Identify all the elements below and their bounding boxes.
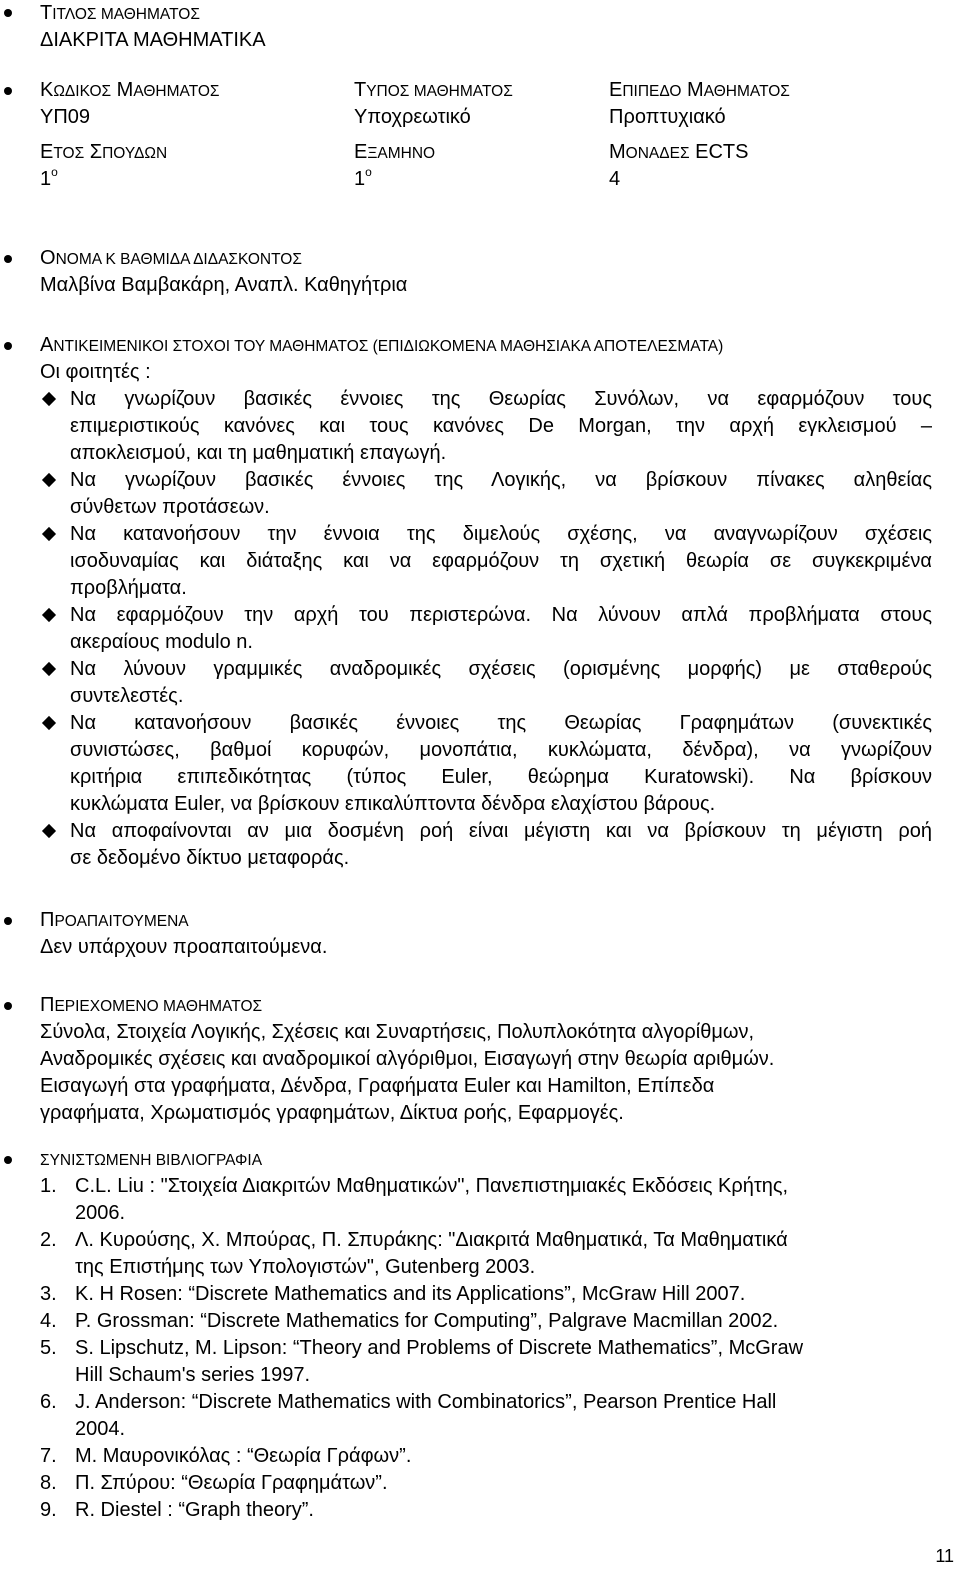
objectives-intro: Οι φοιτητές : bbox=[40, 361, 151, 383]
objective-item bbox=[40, 521, 932, 602]
info-row-2 bbox=[40, 139, 932, 193]
semester bbox=[354, 139, 435, 193]
bibliography-line: S. Lipschutz, M. Lipson: “Theory and Problems of Discrete Mathematics”, McGraw bbox=[75, 1337, 804, 1359]
objective-line: συντελεστές. bbox=[70, 685, 184, 707]
objective-line: Να γνωρίζουν βασικές έννοιες της Θεωρίας Συνόλων, να εφαρμόζουν τους bbox=[70, 388, 932, 410]
bibliography-number: 3. bbox=[40, 1283, 57, 1305]
course-type bbox=[354, 77, 513, 131]
section-content bbox=[40, 992, 932, 1127]
bibliography-item bbox=[40, 1335, 932, 1389]
objective-line: ισοδυναμίας και διάταξης και να εφαρμόζουν τη σχετική θεωρία σε συγκεκριμένα bbox=[70, 550, 932, 572]
diamond-bullet-icon bbox=[42, 473, 56, 487]
bibliography-item bbox=[40, 1308, 932, 1335]
objective-item bbox=[40, 710, 932, 818]
objective-line: Να λύνουν γραμμικές αναδρομικές σχέσεις (ορισμένης μορφής) με σταθερούς bbox=[70, 658, 932, 680]
ects-label: ΜΟΝΑΔΕΣ ECTS bbox=[609, 141, 749, 163]
diamond-bullet-icon bbox=[42, 824, 56, 838]
course-code-value: ΥΠ09 bbox=[40, 106, 91, 128]
content-label: ΠΕΡΙΕΧΟΜΕΝΟ ΜΑΘΗΜΑΤΟΣ bbox=[40, 994, 263, 1016]
course-code bbox=[40, 77, 220, 131]
content-line: γραφήματα, Χρωματισμός γραφημάτων, Δίκτυα ροής, Εφαρμογές. bbox=[40, 1102, 624, 1124]
bullet-icon bbox=[4, 255, 12, 263]
objective-line: προβλήματα. bbox=[70, 577, 187, 599]
objective-line: σύνθετων προτάσεων. bbox=[70, 496, 270, 518]
bullet-icon bbox=[4, 917, 12, 925]
bibliography-number: 6. bbox=[40, 1391, 57, 1413]
bibliography-item bbox=[40, 1389, 932, 1443]
section-prerequisites bbox=[40, 907, 932, 961]
objective-line: Να αποφαίνονται αν μια δοσμένη ροή είναι μέγιστη και να βρίσκουν τη μέγιστη ροή bbox=[70, 820, 932, 842]
bibliography-number: 2. bbox=[40, 1229, 57, 1251]
bibliography-line: Π. Σπύρου: “Θεωρία Γραφημάτων”. bbox=[75, 1472, 388, 1494]
course-code-label: ΚΩΔΙΚΟΣ ΜΑΘΗΜΑΤΟΣ bbox=[40, 79, 220, 101]
diamond-bullet-icon bbox=[42, 527, 56, 541]
study-year-value: $1^o$ bbox=[40, 165, 58, 190]
bibliography-item bbox=[40, 1497, 932, 1524]
ects-value: 4 bbox=[609, 168, 621, 190]
bibliography-item bbox=[40, 1173, 932, 1227]
content-line: Σύνολα, Στοιχεία Λογικής, Σχέσεις και Συναρτήσεις, Πολυπλοκότητα αλγορίθμων, bbox=[40, 1021, 755, 1043]
bullet-icon bbox=[4, 87, 12, 95]
bibliography-line: 2004. bbox=[75, 1418, 126, 1440]
bibliography-item bbox=[40, 1470, 932, 1497]
study-year bbox=[40, 139, 167, 193]
instructor-name: Μαλβίνα Βαμβακάρη, Αναπλ. Καθηγήτρια bbox=[40, 274, 408, 296]
diamond-bullet-icon bbox=[42, 392, 56, 406]
section-course-info bbox=[40, 77, 932, 193]
content-line: Εισαγωγή στα γραφήματα, Δένδρα, Γραφήματα Euler και Hamilton, Επίπεδα bbox=[40, 1075, 715, 1097]
objective-item bbox=[40, 386, 932, 467]
bibliography-number: 8. bbox=[40, 1472, 57, 1494]
bibliography-item bbox=[40, 1227, 932, 1281]
bullet-icon bbox=[4, 9, 12, 17]
prerequisites-value: Δεν υπάρχουν προαπαιτούμενα. bbox=[40, 936, 328, 958]
objective-item bbox=[40, 818, 932, 872]
course-level-value: Προπτυχιακό bbox=[609, 106, 726, 128]
semester-label: ΕΞΑΜΗΝΟ bbox=[354, 141, 436, 163]
title-label: ΤΙΤΛΟΣ ΜΑΘΗΜΑΤΟΣ bbox=[40, 2, 200, 24]
objectives-list bbox=[40, 386, 932, 872]
objective-line: Να κατανοήσουν την έννοια της διμελούς σχέσης, να αναγνωρίζουν σχέσεις bbox=[70, 523, 932, 545]
objectives-label: ΑΝΤΙΚΕΙΜΕΝΙΚΟΙ ΣΤΟΧΟΙ ΤΟΥ ΜΑΘΗΜΑΤΟΣ (ΕΠΙΔΙΩΚΟΜΕΝΑ ΜΑΘΗΣΙΑΚΑ ΑΠΟΤΕΛΕΣΜΑΤΑ) bbox=[40, 334, 724, 356]
bullet-icon bbox=[4, 342, 12, 350]
bibliography-label: ΣΥΝΙΣΤΩΜΕΝΗ ΒΙΒΛΙΟΓΡΑΦΙΑ bbox=[40, 1152, 263, 1169]
bibliography-line: M. Μαυρονικόλας : “Θεωρία Γράφων”. bbox=[75, 1445, 412, 1467]
course-level bbox=[609, 77, 790, 131]
objective-line: αποκλεισμού, και τη μαθηματική επαγωγή. bbox=[70, 442, 447, 464]
prerequisites-label: ΠΡΟΑΠΑΙΤΟΥΜΕΝΑ bbox=[40, 909, 189, 931]
section-bibliography bbox=[40, 1146, 932, 1524]
bibliography-list bbox=[40, 1173, 932, 1524]
diamond-bullet-icon bbox=[42, 662, 56, 676]
objective-line: συνιστώσες, βαθμοί κορυφών, μονοπάτια, κυκλώματα, δένδρα), να γνωρίζουν bbox=[70, 739, 932, 761]
objective-item bbox=[40, 656, 932, 710]
objective-line: Να γνωρίζουν βασικές έννοιες της Λογικής, να βρίσκουν πίνακες αληθείας bbox=[70, 469, 932, 491]
semester-value: $1^o$ bbox=[354, 165, 372, 190]
bibliography-line: Λ. Κυρούσης, Χ. Μπούρας, Π. Σπυράκης: "Διακριτά Μαθηματικά, Τα Μαθηματικά bbox=[75, 1229, 788, 1251]
objective-item bbox=[40, 602, 932, 656]
objective-line: επιμεριστικούς κανόνες και τους κανόνες De Morgan, την αρχή εγκλεισμού – bbox=[70, 415, 932, 437]
objective-line: σε δεδομένο δίκτυο μεταφοράς. bbox=[70, 847, 350, 869]
bibliography-number: 1. bbox=[40, 1175, 57, 1197]
objective-line: ακεραίους modulo n. bbox=[70, 631, 253, 653]
ects bbox=[609, 139, 748, 193]
objective-line: Να κατανοήσουν βασικές έννοιες της Θεωρίας Γραφημάτων (συνεκτικές bbox=[70, 712, 932, 734]
bibliography-item bbox=[40, 1281, 932, 1308]
section-instructor bbox=[40, 245, 932, 299]
objective-line: κυκλώματα Euler, να βρίσκουν επικαλύπτοντα δένδρα ελαχίστου βάρους. bbox=[70, 793, 716, 815]
bibliography-line: της Επιστήμης των Υπολογιστών", Gutenberg 2003. bbox=[75, 1256, 536, 1278]
instructor-label: ΟΝΟΜΑ Κ ΒΑΘΜΙΔΑ ΔΙΔΑΣΚΟΝΤΟΣ bbox=[40, 247, 302, 269]
bibliography-number: 9. bbox=[40, 1499, 57, 1521]
bibliography-number: 7. bbox=[40, 1445, 57, 1467]
bibliography-number: 5. bbox=[40, 1337, 57, 1359]
section-title bbox=[40, 0, 932, 54]
bibliography-line: Hill Schaum's series 1997. bbox=[75, 1364, 311, 1386]
course-type-label: ΤΥΠΟΣ ΜΑΘΗΜΑΤΟΣ bbox=[354, 79, 513, 101]
bibliography-number: 4. bbox=[40, 1310, 57, 1332]
diamond-bullet-icon bbox=[42, 608, 56, 622]
objective-line: Να εφαρμόζουν την αρχή του περιστερώνα. Να λύνουν απλά προβλήματα στους bbox=[70, 604, 932, 626]
bullet-icon bbox=[4, 1156, 12, 1164]
section-objectives bbox=[40, 332, 932, 872]
page-number: 11 bbox=[935, 1546, 954, 1566]
course-type-value: Υποχρεωτικό bbox=[354, 106, 471, 128]
objective-item bbox=[40, 467, 932, 521]
bibliography-line: C.L. Liu : "Στοιχεία Διακριτών Μαθηματικών", Πανεπιστημιακές Εκδόσεις Κρήτης, bbox=[75, 1175, 789, 1197]
objective-line: κριτήρια επιπεδικότητας (τύπος Euler, θεώρημα Kuratowski). Να βρίσκουν bbox=[70, 766, 932, 788]
course-level-label: ΕΠΙΠΕΔΟ ΜΑΘΗΜΑΤΟΣ bbox=[609, 79, 790, 101]
bibliography-item bbox=[40, 1443, 932, 1470]
info-row-1 bbox=[40, 77, 932, 131]
bibliography-line: K. H Rosen: “Discrete Mathematics and its Applications”, McGraw Hill 2007. bbox=[75, 1283, 746, 1305]
bullet-icon bbox=[4, 1002, 12, 1010]
diamond-bullet-icon bbox=[42, 716, 56, 730]
bibliography-line: 2006. bbox=[75, 1202, 126, 1224]
bibliography-line: J. Anderson: “Discrete Mathematics with Combinatorics”, Pearson Prentice Hall bbox=[75, 1391, 777, 1413]
study-year-label: ΕΤΟΣ ΣΠΟΥΔΩΝ bbox=[40, 141, 168, 163]
bibliography-line: P. Grossman: “Discrete Mathematics for Computing”, Palgrave Macmillan 2002. bbox=[75, 1310, 779, 1332]
content-text bbox=[40, 1019, 932, 1127]
content-line: Αναδρομικές σχέσεις και αναδρομικοί αλγόριθμοι, Εισαγωγή στην θεωρία αριθμών. bbox=[40, 1048, 775, 1070]
bibliography-line: R. Diestel : “Graph theory”. bbox=[75, 1499, 314, 1521]
course-title: ΔΙΑΚΡΙΤΑ ΜΑΘΗΜΑΤΙΚΑ bbox=[40, 29, 266, 51]
